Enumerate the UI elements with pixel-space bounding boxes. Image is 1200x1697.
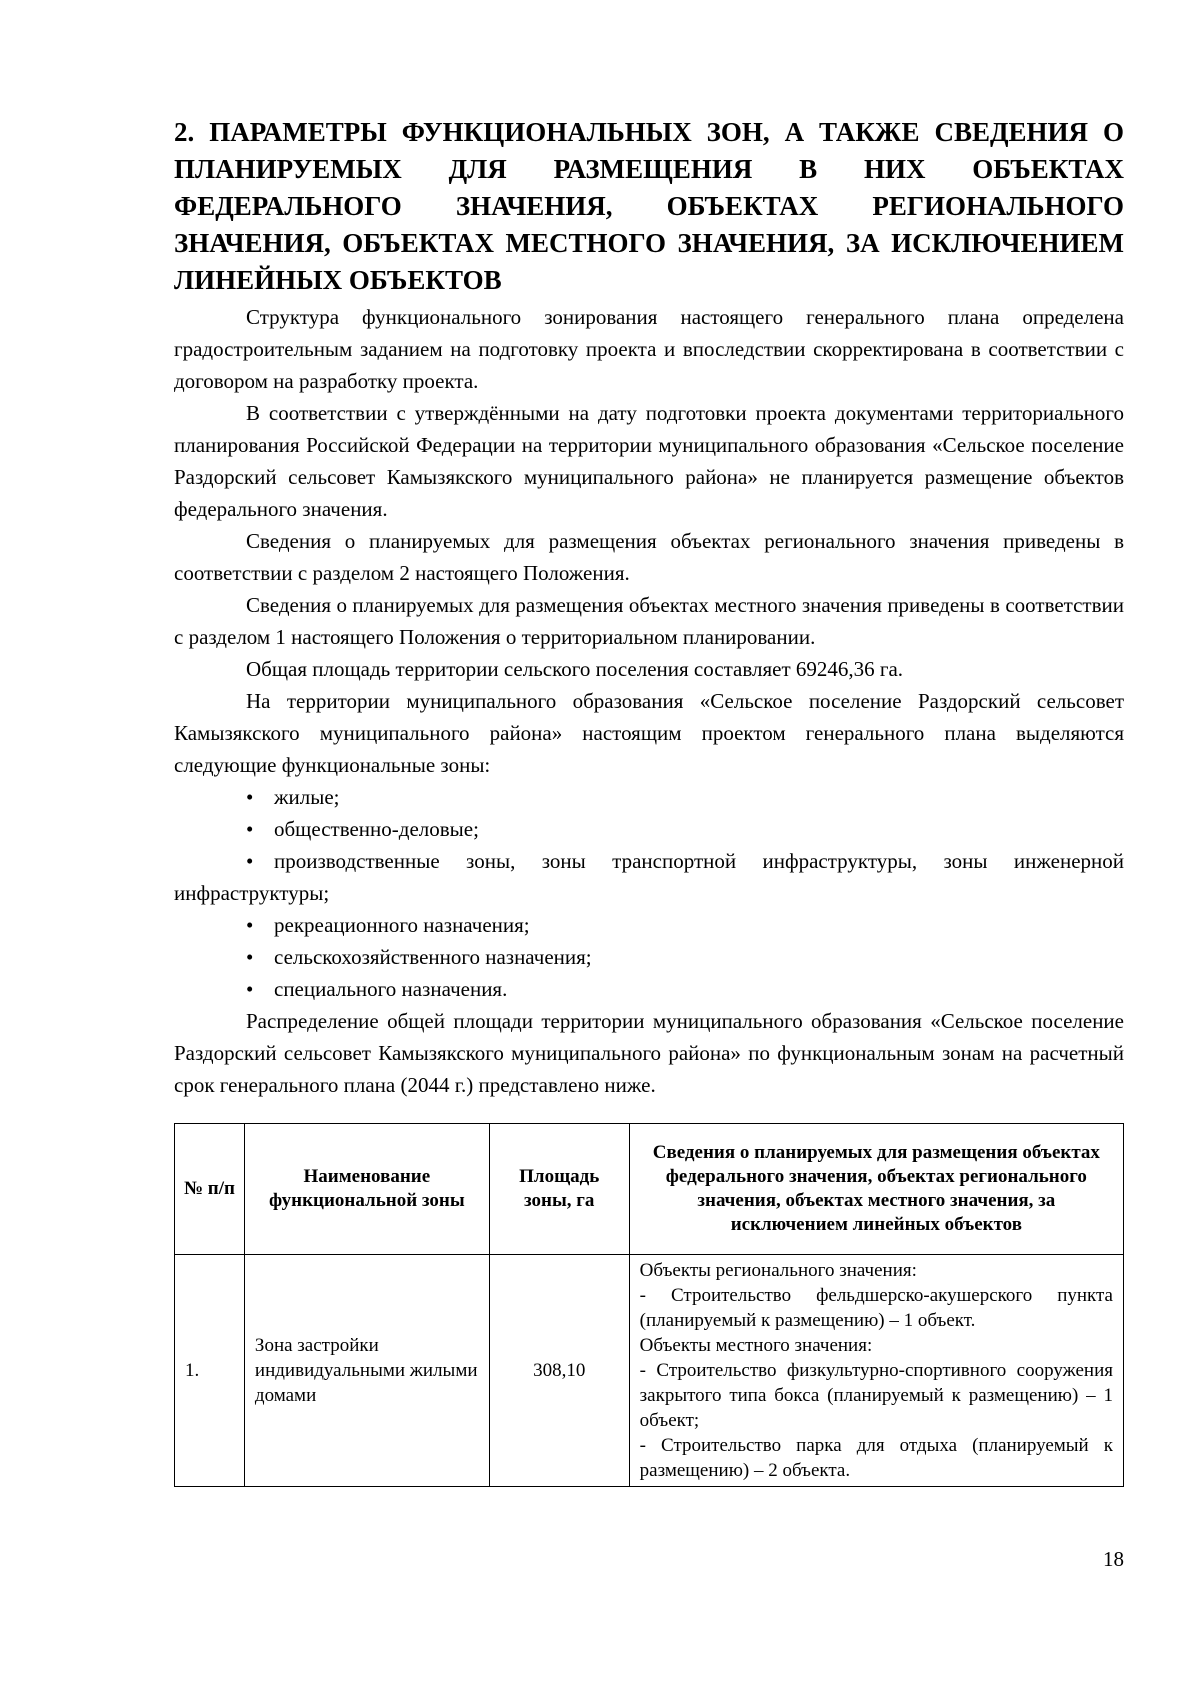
section-heading: 2. ПАРАМЕТРЫ ФУНКЦИОНАЛЬНЫХ ЗОН, А ТАКЖЕ СВЕДЕНИЯ О ПЛАНИРУЕМЫХ ДЛЯ РАЗМЕЩЕНИЯ В НИХ ОБЪЕКТАХ ФЕДЕРАЛЬНОГО ЗНАЧЕНИЯ, ОБЪЕКТАХ РЕГИОНАЛЬНОГО ЗНАЧЕНИЯ, ОБЪЕКТАХ МЕСТНОГО ЗНАЧЕНИЯ, ЗА ИСКЛЮЧЕНИЕМ ЛИНЕЙНЫХ ОБЪЕКТОВ xyxy=(174,117,1124,295)
cell-zone-name: Зона застройки индивидуальными жилыми домами xyxy=(244,1255,489,1487)
list-item xyxy=(174,909,1124,941)
bullet-icon: • xyxy=(246,817,254,841)
paragraph-zones-intro: На территории муниципального образования «Сельское поселение Раздорский сельсовет Камызякского муниципального района» настоящим проектом генерального плана выделяются следующие функциональные зоны: xyxy=(174,689,1124,777)
cell-zone-area: 308,10 xyxy=(489,1255,629,1487)
bullet-icon: • xyxy=(246,785,254,809)
functional-zones-list xyxy=(174,781,1124,1005)
paragraph-structure: Структура функционального зонирования настоящего генерального плана определена градостроительным заданием на подготовку проекта и впоследствии скорректирована в соответствии с договором на разработку проекта. xyxy=(174,305,1124,393)
objects-item: - Строительство фельдшерско-акушерского пункта (планируемый к размещению) – 1 объект. xyxy=(639,1285,1113,1331)
list-item xyxy=(174,813,1124,845)
list-item-text: производственные зоны, зоны транспортной инфраструктуры, зоны инженерной инфраструктуры; xyxy=(174,849,1124,905)
list-item xyxy=(174,781,1124,813)
bullet-icon: • xyxy=(246,849,254,873)
list-item xyxy=(174,941,1124,973)
list-item-text: общественно-деловые; xyxy=(274,817,479,841)
document-page xyxy=(174,114,1124,1487)
objects-item: - Строительство парка для отдыха (планируемый к размещению) – 2 объекта. xyxy=(639,1435,1113,1481)
bullet-icon: • xyxy=(246,913,254,937)
objects-local-label: Объекты местного значения: xyxy=(639,1335,873,1356)
table-header-row xyxy=(175,1124,1124,1255)
cell-num: 1. xyxy=(175,1255,245,1487)
paragraph-distribution: Распределение общей площади территории муниципального образования «Сельское поселение Раздорский сельсовет Камызякского муниципального района» по функциональным зонам на расчетный срок генерального плана (2044 г.) представлено ниже. xyxy=(174,1009,1124,1097)
page-number: 18 xyxy=(1103,1547,1124,1571)
table-row xyxy=(175,1255,1124,1487)
list-item-text: сельскохозяйственного назначения; xyxy=(274,945,592,969)
list-item xyxy=(174,973,1124,1005)
paragraph-regional-objects: Сведения о планируемых для размещения объектах регионального значения приведены в соответствии с разделом 2 настоящего Положения. xyxy=(174,529,1124,585)
header-planned-objects: Сведения о планируемых для размещения объектах федерального значения, объектах регионального значения, объектах местного значения, за исключением линейных объектов xyxy=(629,1124,1123,1255)
header-zone-area: Площадь зоны, га xyxy=(489,1124,629,1255)
paragraph-federal-objects: В соответствии с утверждёнными на дату подготовки проекта документами территориального планирования Российской Федерации на территории муниципального образования «Сельское поселение Раздорский сельсовет Камызякского муниципального района» не планируется размещение объектов федерального значения. xyxy=(174,401,1124,521)
paragraph-local-objects: Сведения о планируемых для размещения объектах местного значения приведены в соответствии с разделом 1 настоящего Положения о территориальном планировании. xyxy=(174,593,1124,649)
list-item-text: рекреационного назначения; xyxy=(274,913,530,937)
paragraph-total-area: Общая площадь территории сельского поселения составляет 69246,36 га. xyxy=(246,657,904,681)
objects-regional-label: Объекты регионального значения: xyxy=(639,1260,917,1281)
cell-planned-objects xyxy=(629,1255,1123,1487)
bullet-icon: • xyxy=(246,977,254,1001)
list-item xyxy=(174,845,1124,909)
bullet-icon: • xyxy=(246,945,254,969)
objects-item: - Строительство физкультурно-спортивного сооружения закрытого типа бокса (планируемый к размещению) – 1 объект; xyxy=(639,1360,1113,1431)
list-item-text: жилые; xyxy=(274,785,340,809)
list-item-text: специального назначения. xyxy=(274,977,508,1001)
header-zone-name: Наименование функциональной зоны xyxy=(244,1124,489,1255)
zones-table xyxy=(174,1123,1124,1487)
header-num: № п/п xyxy=(175,1124,245,1255)
